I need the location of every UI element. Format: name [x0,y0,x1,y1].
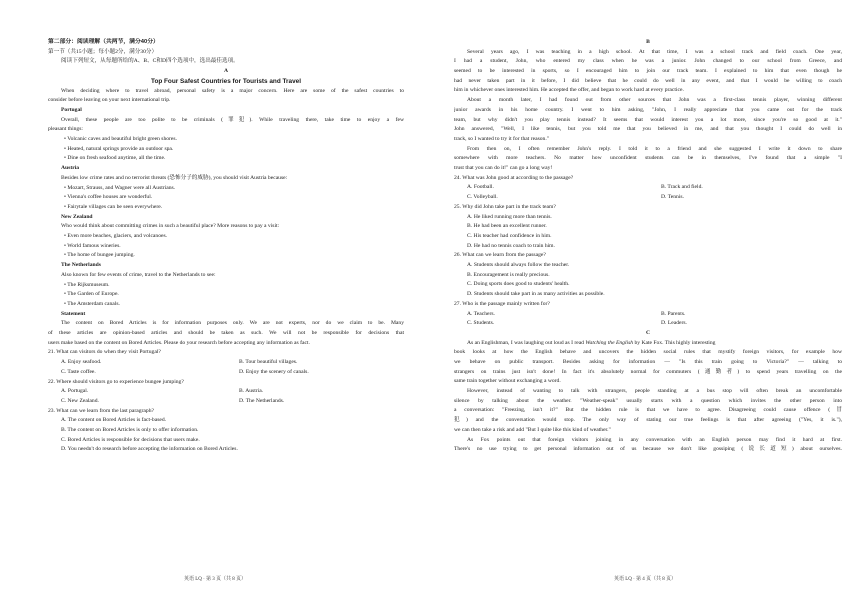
section-header: 第二部分：阅读理解（共两节，满分40分） [48,39,159,45]
question-24: 24. What was John good at according to the passage? [454,174,574,181]
b-paragraph-line: John answered, "Well, I like tennis, but you told me that you believed in me, and that you thought I could do well in [454,126,842,133]
b-paragraph-line: him in whichever ones interested him. He accepted the offer, and began to work hard at every practice. [454,87,684,94]
statement-line: users make based on the content on Bored Articles. Please do your research before accepting any information as fact. [48,339,310,346]
portugal-text: Overall, these people are too polite to be criminals (罪犯). While traveling there, take time to enjoy a few [61,116,404,123]
q26-option-d: D. Students should take part in as many activities as possible. [467,291,605,298]
q21-options-row [48,368,404,378]
q24-options-row [454,193,842,203]
c-text: by Kate Fox. This highly interesting [633,339,716,346]
statement-line: The content on Bored Articles is for information purposes only. We are not experts, nor do we claim to be. Many [61,320,404,327]
q23-option-a: A. The content on Bored Articles is fact-based. [61,417,167,424]
c-paragraph-line: silence by talking about the weather. "Weather-speak" usually starts with a question which invites the other person into [454,397,842,404]
b-paragraph-line: had never taken part in it before, I did believe that he could do well in any event, and that I would be willing to coach [454,77,842,84]
nl-item: • The Amsterdam canals. [64,300,120,307]
q22-option-d: D. The Netherlands. [239,397,285,404]
q25-option-b: B. He had been an excellent runner. [467,223,547,230]
c-paragraph-line: same train together without exchanging a word. [454,378,561,385]
c-paragraph-line: strangers on trains just isn't done! In fact it's absolutely normal for commuters (通勤者) to spend years travelling on the [454,368,842,375]
question-21: 21. What can visitors do when they visit Portugal? [48,349,161,356]
left-column [48,38,404,455]
q27-option-b: B. Parents. [661,310,686,317]
nz-item: • World famous wineries. [64,242,121,249]
book-title: Watching the English [585,339,634,346]
c-paragraph-line: However, instead of wanting to talk with strangers, people standing at a bus stop will often break an uncomfortable [467,388,842,395]
portugal-item: • Dine on fresh seafood anytime, all the time. [64,155,166,162]
c-paragraph-line: book looks at how the English behave and uncovers the hidden social rules that mystify foreign visitors, for example how [454,349,842,356]
austria-heading: Austria [61,165,80,172]
q25-option-c: C. His teacher had confidence in him. [467,232,552,239]
page-footer: 英语 LQ · 第 3 页（共 8 页） [183,577,247,582]
q24-option-d: D. Tennis. [661,194,684,201]
question-25: 25. Why did John take part in the track team? [454,203,556,210]
question-26: 26. What can we learn from the passage? [454,252,546,259]
q23-option-b: B. The content on Bored Articles is only to offer information. [61,427,199,434]
q26-option-a: A. Students should always follow the teacher. [467,262,570,269]
nz-item: • Even more beaches, glaciers, and volcanoes. [64,233,168,240]
right-column [454,38,842,455]
b-paragraph-line: From then on, I often remember John's reply. I told it to a friend and she suggested I write it down to share [467,145,842,152]
c-paragraph-line: There's no use trying to get personal information out of us because we don't like gossiping (说长道短) about ourselves. [454,446,842,453]
question-23: 23. What can we learn from the last paragraph? [48,407,154,414]
question-22: 22. Where should visitors go to experience bungee jumping? [48,378,184,385]
c-text: As an Englishman, I was laughing out loud as I read [467,339,586,346]
nl-heading: The Netherlands [61,262,101,269]
passage-a-title: Top Four Safest Countries for Tourists and Travel [151,77,301,85]
intro-line: When deciding where to travel abroad, personal safety is a major concern. Here are some of the safest countries to [61,87,404,94]
c-paragraph-line [454,339,842,349]
c-paragraph-line: As Fox points out that foreign visitors joining in any conversation with an English person may find it hard at first. [467,436,842,443]
page-right [430,0,860,589]
q25-option-d: D. He had no tennis coach to train him. [467,242,555,249]
b-paragraph-line: track, so I wanted to try it for that reason." [454,135,550,142]
page-footer: 英语 LQ · 第 4 页（共 8 页） [613,577,677,582]
q26-option-c: C. Doing sports does good to students' health. [467,281,570,288]
question-27: 27. Who is the passage mainly written for? [454,300,550,307]
q22-options-row [48,387,404,397]
nl-item: • The Garden of Europe. [64,291,119,298]
c-paragraph-line: 犯) and the conversation would stop. The only way of stating our true feelings is that after agreeing ("Yes, it is."), [454,417,842,424]
statement-heading: Statement [61,310,86,317]
statement-line: of these articles are opinion-based articles and should be taken as such. We will not be responsible for decisions that [48,330,404,337]
nl-text: Also known for few events of crime, travel to the Netherlands to see: [61,271,216,278]
q23-option-d: D. You needn't do research before accepting the information on Bored Articles. [61,446,238,453]
nz-heading: New Zealand [61,213,93,220]
portugal-item: • Heated, natural springs provide an outdoor spa. [64,145,174,152]
nz-item: • The home of bungee jumping. [64,252,135,259]
passage-b-label: B [646,39,650,45]
c-paragraph-line: we can then take a risk and add "But I quite like this kind of weather." [454,426,611,433]
c-paragraph-line: a conversation: "Freezing, isn't it?" But the hidden rule is that we have to agree. Disagreeing could cause offence (冒 [454,407,842,414]
q26-option-b: B. Encouragement is really precious. [467,271,550,278]
austria-item: • Mozart, Strauss, and Wagner were all Austrians. [64,184,176,191]
q21-option-c: C. Taste coffee. [61,368,96,375]
nz-text: Who would think about committing crimes in such a beautiful place? More reasons to pay a visit: [61,223,280,230]
passage-c-label: C [645,329,651,336]
austria-item: • Vienna's coffee houses are wonderful. [64,194,153,201]
q24-options-row [454,183,842,193]
q23-option-c: C. Bored Articles is responsible for decisions that users make. [61,436,200,443]
b-paragraph-line: somewhere with more teachers. No matter how unconfident students can be in themselves, I've found that a simple "I [454,155,842,162]
b-paragraph-line: team, but why didn't you play tennis instead? It seems that would interest you a lot more, since you're so good at it." [454,116,842,123]
b-paragraph-line: trust that you can do it!" can go a long way! [454,164,553,171]
q22-option-a: A. Portugal. [61,388,89,395]
q24-option-b: B. Track and field. [661,184,703,191]
nl-item: • The Rijksmuseum. [64,281,110,288]
b-paragraph-line: junior awards in his home country. I went to him asking, "John, I really appreciate that you came out for the track [454,106,842,113]
b-paragraph-line: About a month later, I had found out from other sources that John was a first-class tennis player, winning different [467,97,842,104]
directions: 阅读下列短文，从每题所给的A、B、C和D四个选项中，选出最佳选项。 [61,58,239,65]
q24-option-a: A. Football. [467,184,494,191]
q21-option-b: B. Tour beautiful villages. [239,359,298,366]
b-paragraph-line: Several years ago, I was teaching in a high school. At that time, I was a school track and field coach. One year, [467,48,842,55]
intro-line: consider before leaving on your next international trip. [48,97,171,104]
q25-option-a: A. He liked running more than tennis. [467,213,552,220]
q27-option-d: D. Leaders. [661,320,687,327]
q21-options-row [48,358,404,368]
portugal-heading: Portugal [61,106,82,113]
q27-options-row [454,310,842,320]
q27-option-c: C. Students. [467,320,495,327]
b-paragraph-line: I had a student, John, who entered my class when he was a junior. John changed to our school from Greece, and [454,58,842,65]
q22-options-row [48,397,404,407]
austria-text: Besides low crime rates and no terrorist threats (恐怖分子的威胁), you should visit Austria because: [61,174,288,181]
austria-item: • Fairytale villages can be seen everywhere. [64,203,163,210]
q21-option-a: A. Enjoy seafood. [61,359,102,366]
q22-option-b: B. Austria. [239,388,264,395]
q24-option-c: C. Volleyball. [467,194,498,201]
c-paragraph-line: we behave on public transport. Besides asking for information — "Is this train going to Victoria?" — talking to [454,359,842,366]
part1-line: 第一节（共15小题；每小题2分，满分30分） [48,48,158,55]
q27-options-row [454,319,842,329]
portugal-item: • Volcanic caves and beautiful bright green shores. [64,136,177,142]
q21-option-d: D. Enjoy the scenery of canals. [239,368,309,375]
passage-a-label: A [223,68,229,75]
q27-option-a: A. Teachers. [467,310,495,317]
q22-option-c: C. New Zealand. [61,397,99,404]
b-paragraph-line: seemed to be interested in sports, so I encouraged him to join our track team. I explained to him that even though he [454,68,842,75]
portugal-text: pleasant things: [48,126,83,133]
